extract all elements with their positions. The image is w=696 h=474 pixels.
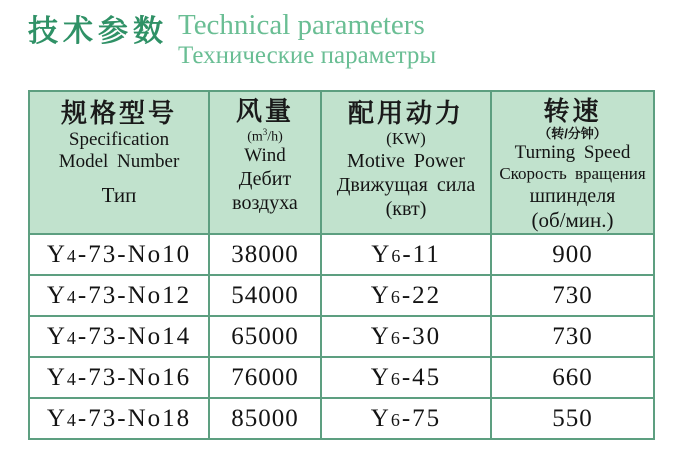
power-header-zh: 配用动力 [347, 98, 464, 128]
page-title-translations [178, 10, 436, 70]
power-header-ru-unit: (квт) [385, 198, 427, 220]
column-header-wind [209, 91, 321, 234]
wind-cell: 85000 [209, 398, 321, 439]
speed-header-en: Turning Speed [514, 142, 631, 163]
model-header-en-line2: Model Number [58, 151, 180, 172]
header-row [29, 91, 654, 234]
page-title-english: Technical parameters [178, 9, 425, 41]
power-header-ru: Движущая сила [336, 174, 476, 196]
speed-cell: 660 [491, 357, 654, 398]
model-header-en-line1: Specification [68, 129, 170, 150]
model-header-ru: Тип [101, 183, 137, 207]
speed-header-zh: 转速 [543, 96, 602, 126]
speed-header-zh-unit: （转/分钟） [538, 126, 607, 141]
wind-header-unit: $(m^3/h)$ [247, 127, 283, 145]
power-cell: Y6-30 [321, 316, 491, 357]
model-cell: Y4-73-No18 [29, 398, 209, 439]
column-header-model [29, 91, 209, 234]
power-header-en: Motive Power [347, 150, 465, 172]
power-cell: Y6-22 [321, 275, 491, 316]
wind-header-ru-line2: воздуха [232, 191, 298, 214]
model-cell: Y4-73-No10 [29, 234, 209, 275]
power-cell: Y6-75 [321, 398, 491, 439]
wind-cell: 38000 [209, 234, 321, 275]
speed-cell: 550 [491, 398, 654, 439]
table-row [29, 316, 654, 357]
model-header-zh: 规格型号 [60, 98, 177, 128]
power-header-unit: (KW) [386, 129, 426, 148]
speed-cell: 730 [491, 316, 654, 357]
table-row [29, 275, 654, 316]
page-title-chinese: 技术参数 [28, 15, 168, 48]
column-header-speed [491, 91, 654, 234]
wind-cell: 54000 [209, 275, 321, 316]
wind-header-en: Wind [244, 144, 286, 166]
speed-header-ru-line2: шпинделя [529, 185, 616, 207]
table-row [29, 357, 654, 398]
wind-header-zh: 风量 [235, 96, 294, 126]
wind-header-ru-line1: Дебит [238, 167, 292, 190]
wind-cell: 76000 [209, 357, 321, 398]
speed-header-ru-line1: Скорость вращения [499, 164, 646, 183]
model-cell: Y4-73-No12 [29, 275, 209, 316]
speed-cell: 900 [491, 234, 654, 275]
table-row [29, 234, 654, 275]
speed-header-ru-unit: (об/мин.) [531, 208, 614, 232]
page-title-russian: Технические параметры [178, 42, 437, 69]
model-cell: Y4-73-No16 [29, 357, 209, 398]
column-header-power [321, 91, 491, 234]
speed-cell: 730 [491, 275, 654, 316]
technical-parameters-table [28, 90, 655, 440]
model-cell: Y4-73-No14 [29, 316, 209, 357]
wind-cell: 65000 [209, 316, 321, 357]
power-cell: Y6-11 [321, 234, 491, 275]
power-cell: Y6-45 [321, 357, 491, 398]
table-row [29, 398, 654, 439]
